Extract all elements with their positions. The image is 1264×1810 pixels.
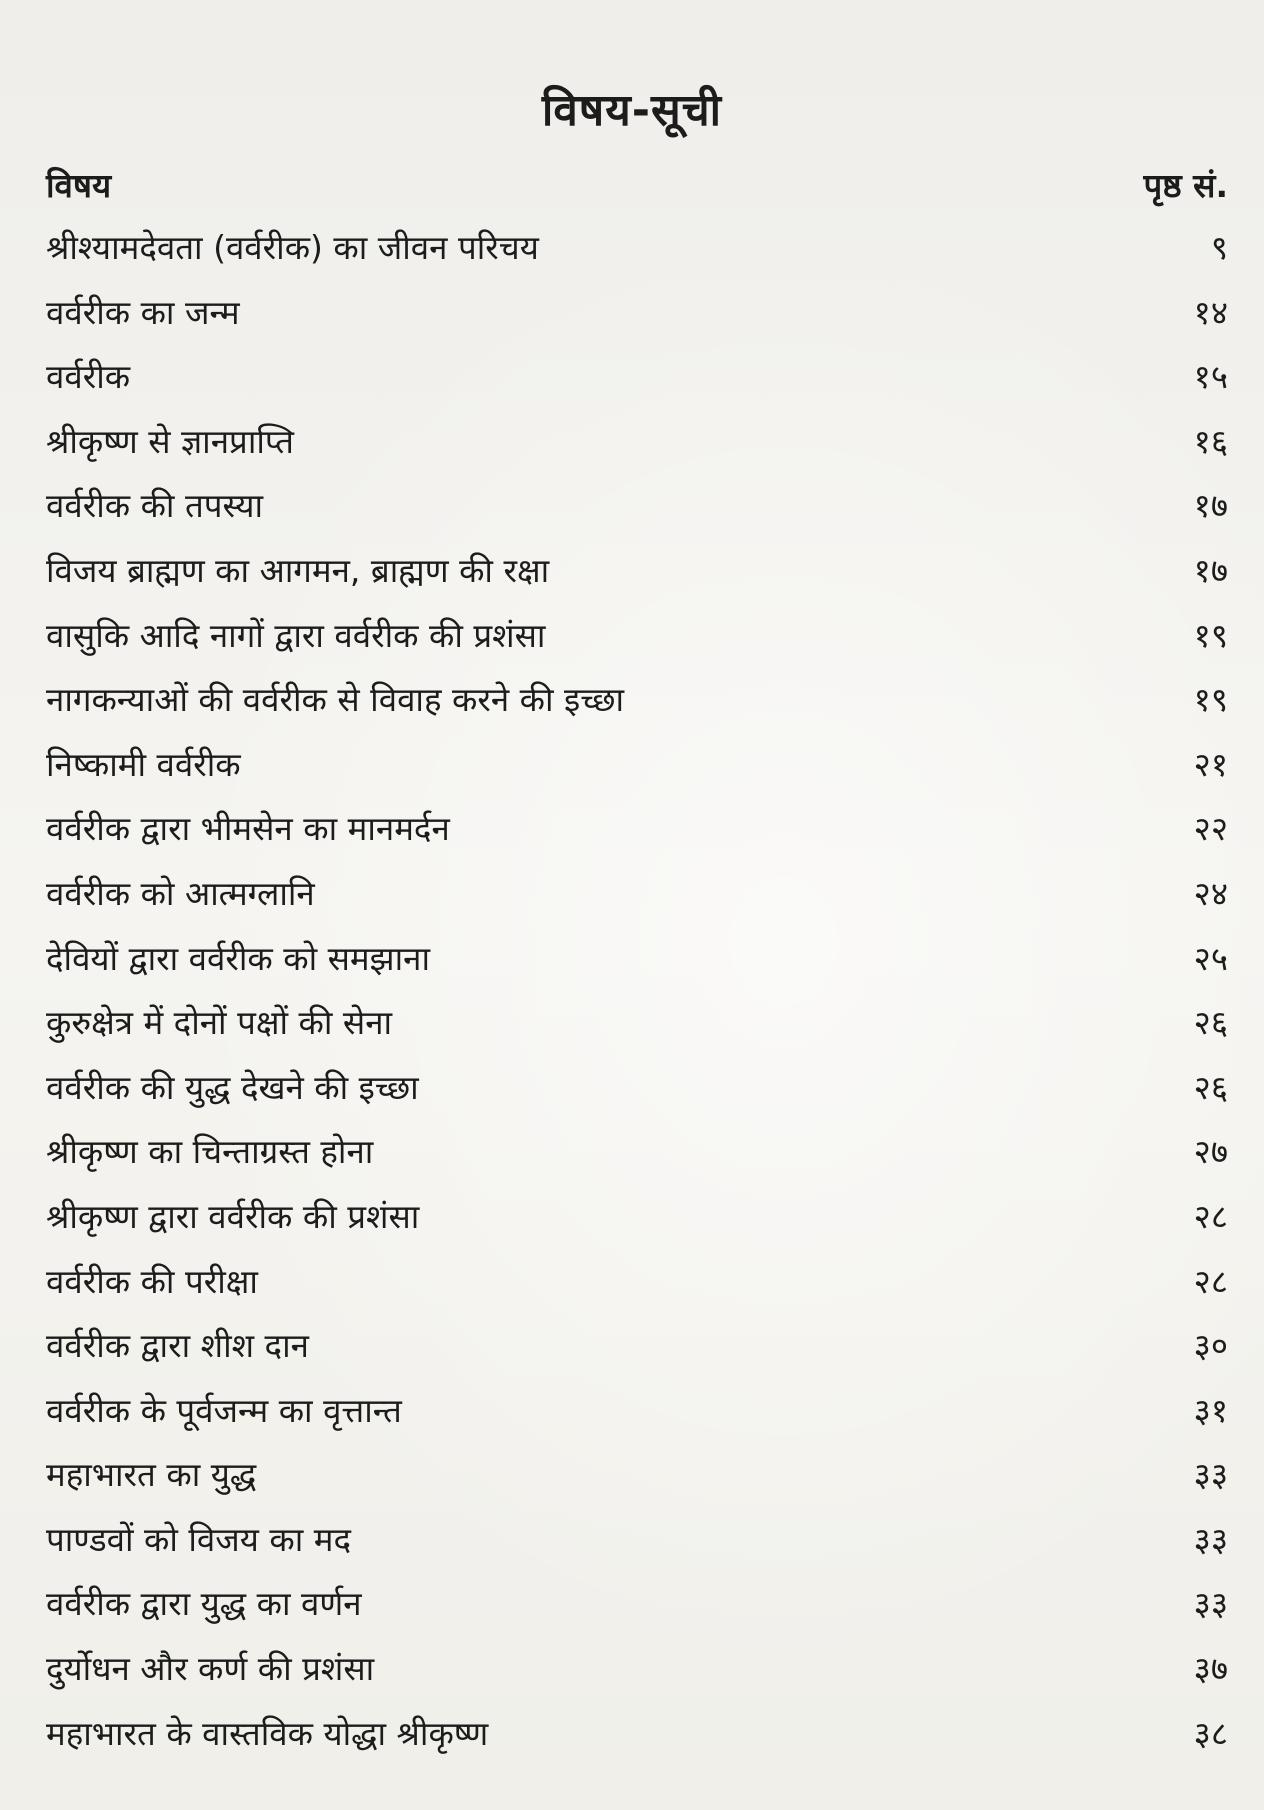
toc-entry-topic: नागकन्याओं की वर्वरीक से विवाह करने की इच्छा [46,680,625,720]
toc-entry-topic: महाभारत के वास्तविक योद्धा श्रीकृष्ण [46,1713,489,1753]
toc-entry-topic: निष्कामी वर्वरीक [46,744,241,784]
toc-entry-topic: महाभारत का युद्ध [46,1455,257,1495]
toc-entry-page-number: ३७ [1193,1649,1228,1689]
toc-entry-page-number: ३३ [1193,1584,1228,1624]
toc-entry-page-number: ३१ [1193,1390,1228,1430]
toc-entry-page-number: २८ [1193,1196,1228,1236]
table-of-contents [46,222,1228,1772]
toc-entry [46,1708,1228,1773]
toc-entry [46,351,1228,416]
toc-header-topic: विषय [46,166,112,205]
toc-entry [46,868,1228,933]
toc-entry-topic: श्रीश्यामदेवता (वर्वरीक) का जीवन परिचय [46,228,539,267]
toc-entry-topic: वर्वरीक द्वारा भीमसेन का मानमर्दन [46,809,450,849]
toc-entry-topic: श्रीकृष्ण द्वारा वर्वरीक की प्रशंसा [46,1196,420,1236]
toc-entry [46,1320,1228,1385]
toc-entry [46,1256,1228,1321]
toc-header-page-number: पृष्ठ सं. [1143,166,1228,205]
toc-entry-topic: वर्वरीक के पूर्वजन्म का वृत्तान्त [46,1390,402,1430]
toc-entry [46,545,1228,610]
toc-entry-topic: श्रीकृष्ण का चिन्ताग्रस्त होना [46,1132,374,1172]
toc-entry-page-number: २८ [1193,1261,1228,1301]
toc-entry [46,1062,1228,1127]
toc-entry [46,1449,1228,1514]
toc-entry-topic: वर्वरीक द्वारा शीश दान [46,1326,309,1366]
toc-entry [46,610,1228,675]
toc-entry-topic: वर्वरीक की तपस्या [46,486,264,526]
toc-entry-topic: देवियों द्वारा वर्वरीक को समझाना [46,938,431,978]
toc-entry-page-number: २७ [1193,1132,1228,1172]
toc-entry [46,803,1228,868]
toc-entry [46,222,1228,287]
toc-header [46,162,1228,210]
toc-entry-topic: पाण्डवों को विजय का मद [46,1519,352,1559]
toc-entry-page-number: १५ [1193,357,1228,397]
toc-entry-page-number: १६ [1193,421,1228,461]
toc-entry-page-number: ३० [1193,1326,1228,1366]
toc-entry-page-number: २१ [1193,744,1228,784]
toc-entry-page-number: १७ [1193,486,1228,526]
toc-entry-page-number: १७ [1193,550,1228,590]
toc-entry-page-number: २६ [1193,1067,1228,1107]
toc-entry-topic: श्रीकृष्ण से ज्ञानप्राप्ति [46,421,294,461]
toc-entry [46,997,1228,1062]
toc-entry-topic: वर्वरीक को आत्मग्लानि [46,873,315,913]
toc-entry-topic: वर्वरीक का जन्म [46,292,240,332]
toc-entry [46,1578,1228,1643]
toc-entry [46,480,1228,545]
page-title: विषय-सूची [541,85,723,136]
toc-entry [46,1643,1228,1708]
toc-entry-page-number: २५ [1193,938,1228,978]
toc-entry-topic: वर्वरीक की परीक्षा [46,1261,258,1301]
toc-entry-page-number: २६ [1193,1003,1228,1043]
toc-entry [46,287,1228,352]
toc-entry-page-number: ९ [1210,228,1228,267]
toc-entry [46,1385,1228,1450]
toc-entry-topic: वर्वरीक [46,357,131,397]
toc-entry-topic: वर्वरीक द्वारा युद्ध का वर्णन [46,1584,362,1624]
toc-entry [46,1126,1228,1191]
toc-entry [46,1514,1228,1579]
toc-entry [46,933,1228,998]
toc-entry-page-number: ३३ [1193,1455,1228,1495]
toc-entry-topic: कुरुक्षेत्र में दोनों पक्षों की सेना [46,1003,393,1043]
toc-entry-page-number: २४ [1193,873,1228,913]
toc-entry-page-number: ३८ [1193,1713,1228,1753]
toc-entry-topic: वासुकि आदि नागों द्वारा वर्वरीक की प्रशंसा [46,615,546,655]
toc-entry-page-number: २२ [1193,809,1228,849]
toc-entry-page-number: १९ [1193,680,1228,720]
toc-entry [46,674,1228,739]
toc-entry-topic: विजय ब्राह्मण का आगमन, ब्राह्मण की रक्षा [46,550,550,590]
toc-entry-page-number: १९ [1193,615,1228,655]
toc-entry-page-number: १४ [1193,292,1228,332]
toc-entry-topic: दुर्योधन और कर्ण की प्रशंसा [46,1649,375,1689]
toc-entry [46,1191,1228,1256]
toc-entry-page-number: ३३ [1193,1519,1228,1559]
toc-entry [46,739,1228,804]
toc-entry [46,416,1228,481]
toc-entry-topic: वर्वरीक की युद्ध देखने की इच्छा [46,1067,419,1107]
